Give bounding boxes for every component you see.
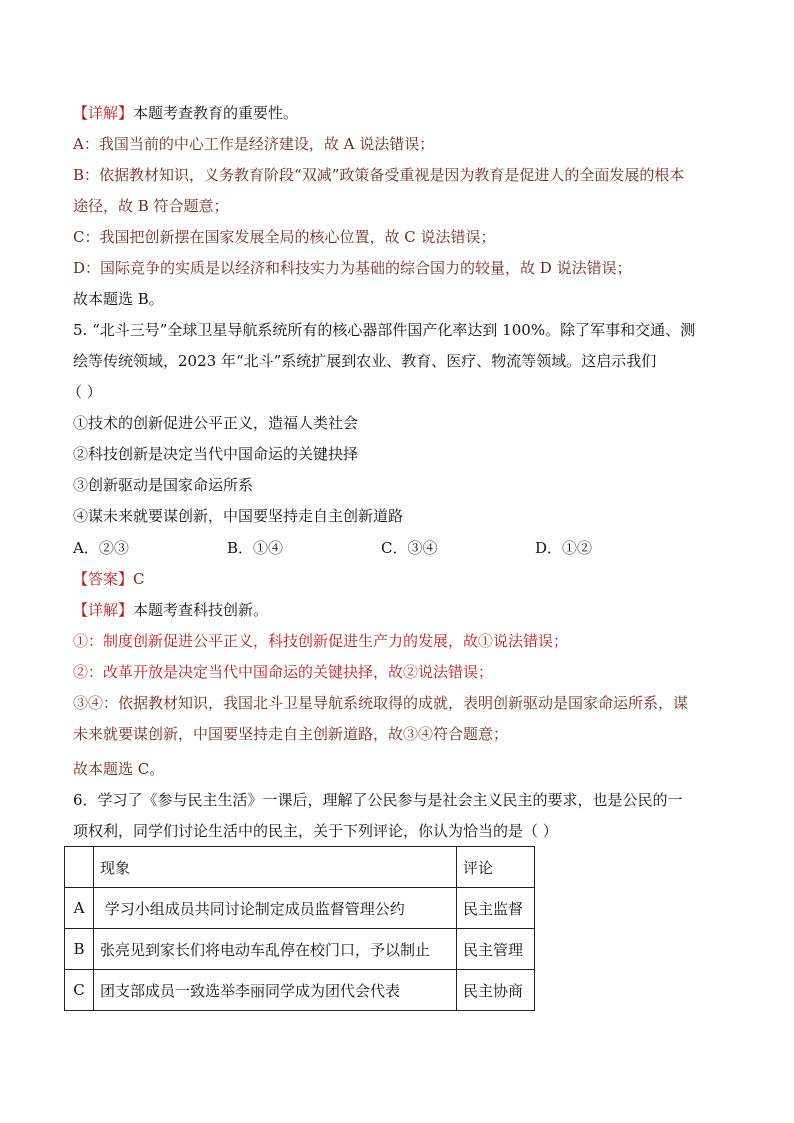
- answer-label: 【答案】: [73, 570, 134, 588]
- q5-explain-2: ②：改革开放是决定当代中国命运的关键抉择，故②说法错误；: [73, 663, 494, 681]
- q6-table: [64, 846, 535, 1011]
- table-row: [65, 970, 535, 1011]
- q4-option-d-explain: D：国际竞争的实质是以经济和科技实力为基础的综合国力的较量，故 D 说法错误；: [73, 259, 632, 277]
- q4-option-c-explain: C：我国把创新摆在国家发展全局的核心位置，故 C 说法错误；: [73, 228, 496, 246]
- q4-option-b-explain-2: 途径，故 B 符合题意；: [73, 197, 229, 215]
- q4-option-a-explain: A：我国当前的中心工作是经济建设，故 A 说法错误；: [73, 135, 435, 153]
- q5-item-4: ④谋未来就要谋创新，中国要坚持走自主创新道路: [73, 507, 404, 525]
- table-cell: 学习小组成员共同讨论制定成员监督管理公约: [94, 888, 457, 929]
- q5-stem-1: 5. “北斗三号”全球卫星导航系统所有的核心器部件国产化率达到 100%。除了军事和交通、测: [73, 321, 696, 339]
- table-cell: B: [65, 929, 94, 970]
- table-cell: A: [65, 888, 94, 929]
- table-cell: 民主协商: [457, 970, 535, 1011]
- answer-value: C: [133, 570, 145, 588]
- q4-conclusion: 故本题选 B。: [73, 290, 164, 308]
- q4-option-b-explain-1: B：依据教材知识，义务教育阶段“双减”政策备受重视是因为教育是促进人的全面发展的根本: [73, 166, 685, 184]
- q5-explain-3a: ③④：依据教材知识，我国北斗卫星导航系统取得的成就，表明创新驱动是国家命运所系，谋: [73, 694, 689, 712]
- q5-stem-2: 绘等传统领域，2023 年“北斗”系统扩展到农业、教育、医疗、物流等领域。这启示我们: [73, 352, 657, 370]
- q5-explain-line: [73, 600, 268, 620]
- q5-option-a: A．②③: [73, 539, 129, 557]
- q6-stem-1: 6．学习了《参与民主生活》一课后，理解了公民参与是社会主义民主的要求，也是公民的一: [73, 791, 683, 809]
- q5-explain-1: ①：制度创新促进公平正义，科技创新促进生产力的发展，故①说法错误；: [73, 632, 569, 650]
- table-row: [65, 929, 535, 970]
- q6-stem-2: 项权利，同学们讨论生活中的民主，关于下列评论，你认为恰当的是（ ）: [73, 822, 558, 840]
- q5-explain-3b: 未来就要谋创新，中国要坚持走自主创新道路，故③④符合题意；: [73, 725, 509, 743]
- table-cell: C: [65, 970, 94, 1011]
- table-cell: 团支部成员一致选举李丽同学成为团代会代表: [94, 970, 457, 1011]
- q5-option-c: C．③④: [381, 539, 438, 557]
- q5-option-b: B．①④: [227, 539, 284, 557]
- q5-conclusion: 故本题选 C。: [73, 760, 165, 778]
- q5-option-d: D．①②: [535, 539, 593, 557]
- explain-label: 【详解】: [73, 104, 134, 122]
- q4-explain-line: [73, 103, 298, 123]
- table-cell: 张亮见到家长们将电动车乱停在校门口，予以制止: [94, 929, 457, 970]
- table-header-cell: 评论: [457, 847, 535, 888]
- table-cell: 民主监督: [457, 888, 535, 929]
- q5-item-3: ③创新驱动是国家命运所系: [73, 476, 254, 494]
- q5-answer-line: [73, 569, 145, 589]
- q5-item-2: ②科技创新是决定当代中国命运的关键抉择: [73, 445, 359, 463]
- table-header-cell: 现象: [94, 847, 457, 888]
- table-header-row: [65, 847, 535, 888]
- explain-intro: 本题考查科技创新。: [133, 601, 269, 619]
- table-row: [65, 888, 535, 929]
- q5-item-1: ①技术的创新促进公平正义，造福人类社会: [73, 414, 359, 432]
- explain-intro: 本题考查教育的重要性。: [133, 104, 299, 122]
- explain-label: 【详解】: [73, 601, 134, 619]
- table-header-cell: [65, 847, 94, 888]
- table-cell: 民主管理: [457, 929, 535, 970]
- q5-answer-paren: （ ）: [67, 383, 102, 401]
